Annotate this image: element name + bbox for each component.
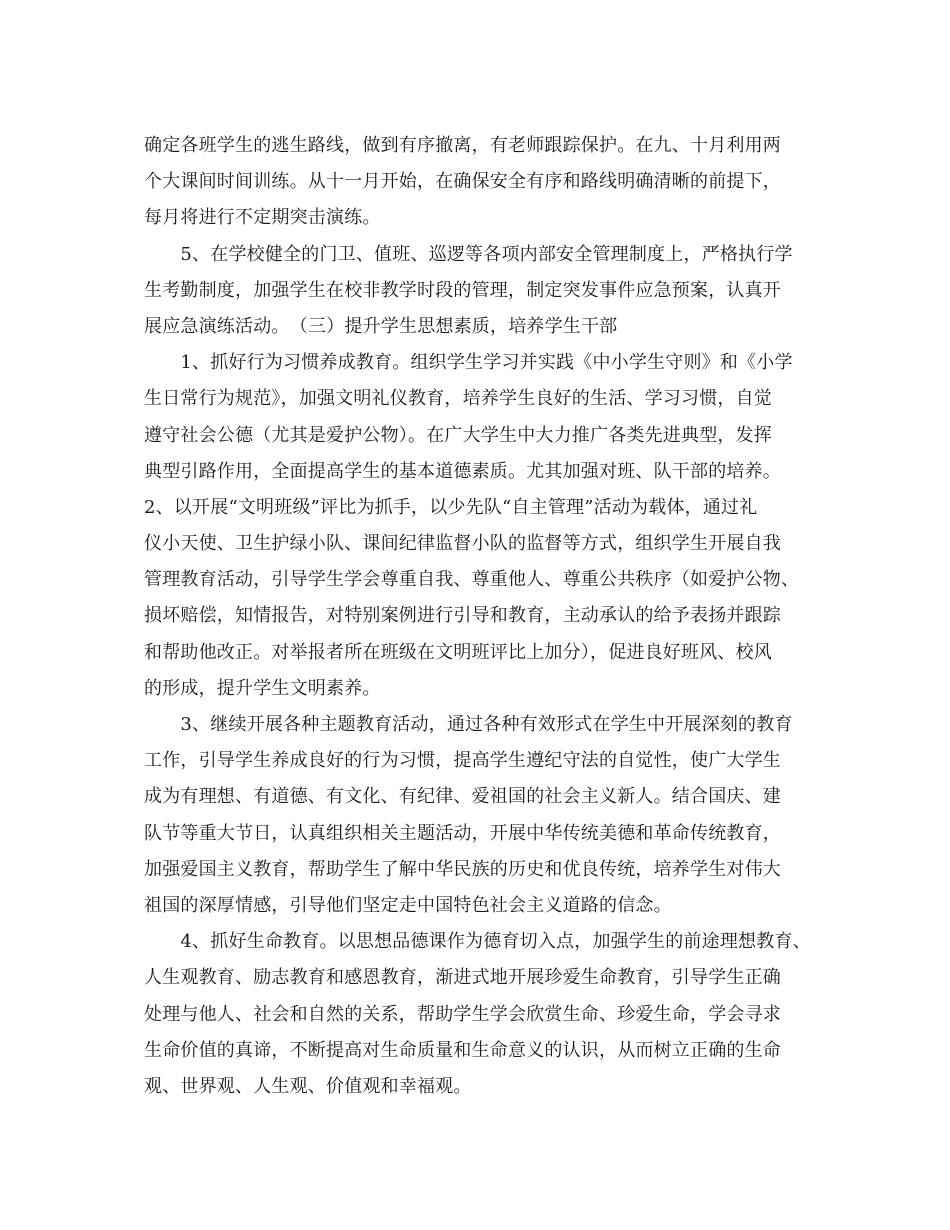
text-line: 生命价值的真谛，不断提高对生命质量和生命意义的认识，从而树立正确的生命: [144, 1039, 781, 1061]
body-text: [144, 128, 824, 1105]
text-line: 遵守社会公德（尤其是爱护公物）。在广大学生中大力推广各类先进典型，发挥: [144, 424, 772, 446]
text-line: 的形成，提升学生文明素养。: [144, 677, 381, 699]
text-line: 人生观教育、励志教育和感恩教育，渐进式地开展珍爱生命教育，引导学生正确: [144, 967, 781, 989]
text-line: 个大课间时间训练。从十一月开始，在确保安全有序和路线明确清晰的前提下，: [144, 171, 781, 193]
text-line: 加强爱国主义教育，帮助学生了解中华民族的历史和优良传统，培养学生对伟大: [144, 858, 781, 880]
text-line: 祖国的深厚情感，引导他们坚定走中国特色社会主义道路的信念。: [144, 894, 672, 916]
text-line: 损坏赔偿，知情报告，对特别案例进行引导和教育，主动承认的给予表扬并跟踪: [144, 605, 781, 627]
text-line: 成为有理想、有道德、有文化、有纪律、爱祖国的社会主义新人。结合国庆、建: [144, 786, 781, 808]
text-line: 和帮助他改正。对举报者所在班级在文明班评比上加分），促进良好班风、校风: [144, 641, 772, 663]
text-line: 观、世界观、人生观、价值观和幸福观。: [144, 1075, 472, 1097]
text-line: 4、抓好生命教育。以思想品德课作为德育切入点，加强学生的前途理想教育、: [144, 931, 811, 953]
text-line: 队节等重大节日，认真组织相关主题活动，开展中华传统美德和革命传统教育，: [144, 822, 781, 844]
text-line: 2、以开展“文明班级”评比为抓手，以少先队“自主管理”活动为载体，通过礼: [144, 496, 758, 518]
text-line: 典型引路作用，全面提高学生的基本道德素质。尤其加强对班、队干部的培养。: [144, 460, 781, 482]
text-line: 处理与他人、社会和自然的关系，帮助学生学会欣赏生命、珍爱生命，学会寻求: [144, 1003, 781, 1025]
text-line: 工作，引导学生养成良好的行为习惯，提高学生遵纪守法的自觉性，使广大学生: [144, 750, 781, 772]
text-line: 管理教育活动，引导学生学会尊重自我、尊重他人、尊重公共秩序（如爱护公物、: [144, 569, 800, 591]
text-line: 3、继续开展各种主题教育活动，通过各种有效形式在学生中开展深刻的教育: [144, 714, 793, 735]
text-line: 展应急演练活动。 （三）提升学生思想素质，培养学生干部: [144, 315, 618, 337]
text-line: 生考勤制度，加强学生在校非教学时段的管理，制定突发事件应急预案，认真开: [144, 279, 781, 301]
text-line: 确定各班学生的逃生路线，做到有序撤离，有老师跟踪保护。在九、十月利用两: [144, 135, 781, 156]
text-line: 仪小天使、卫生护绿小队、课间纪律监督小队的监督等方式，组织学生开展自我: [144, 533, 781, 555]
text-line: 每月将进行不定期突击演练。: [144, 207, 381, 229]
text-line: 1、抓好行为习惯养成教育。组织学生学习并实践《中小学生守则》和《小学: [144, 352, 793, 374]
text-line: 5、在学校健全的门卫、值班、巡逻等各项内部安全管理制度上，严格执行学: [144, 243, 793, 265]
text-line: 生日常行为规范》，加强文明礼仪教育，培养学生良好的生活、学习习惯，自觉: [144, 388, 772, 410]
